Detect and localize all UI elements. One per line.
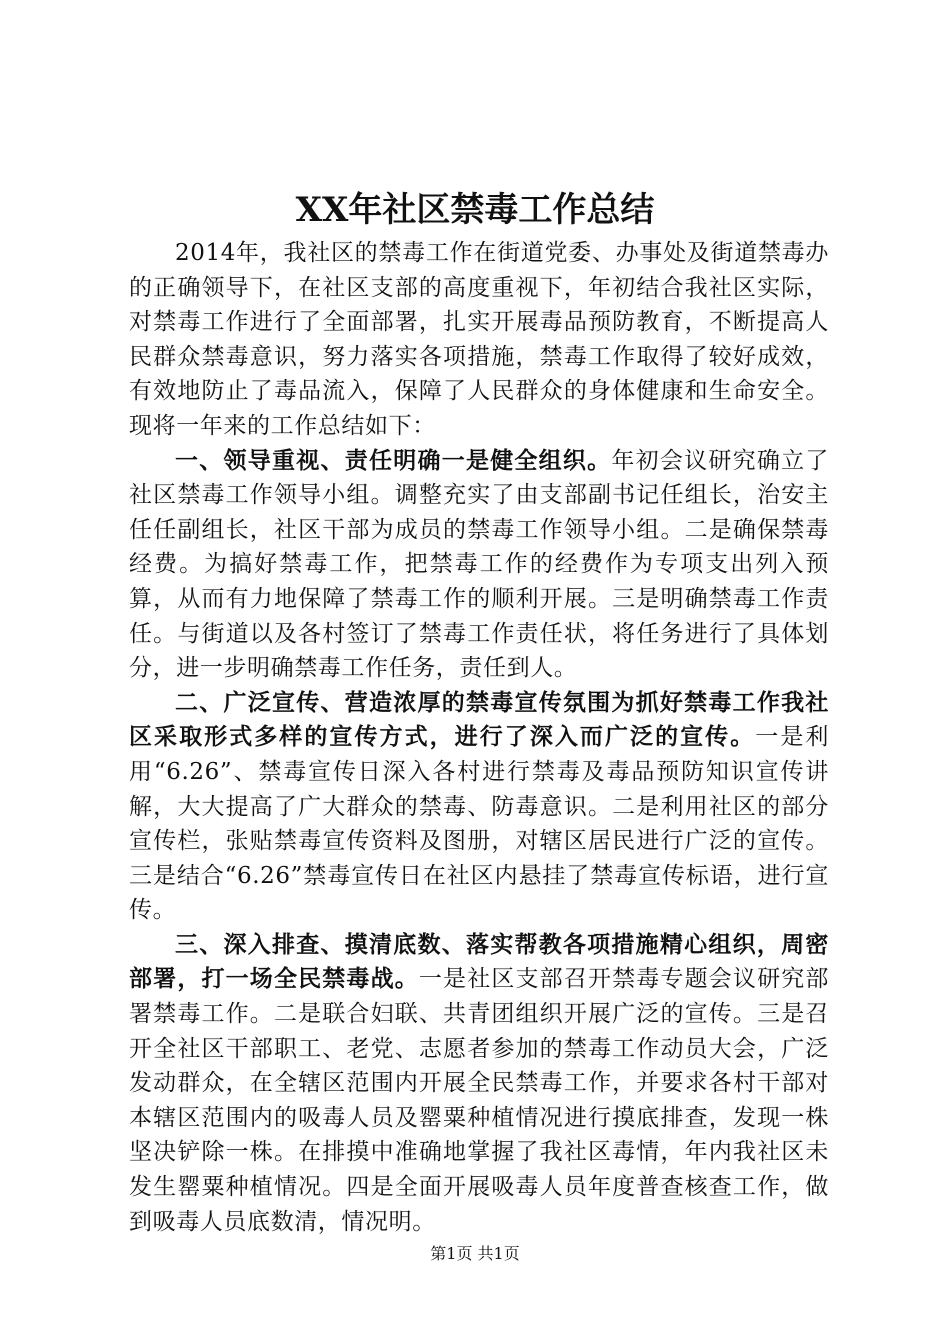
section-3-paragraph	[129, 928, 829, 1239]
section-3-heading: 三、深入排查、摸清底数、落实帮教各项措施精心组织，周密部署，打一场全民禁毒战。	[129, 931, 829, 993]
section-1-paragraph	[129, 444, 829, 686]
document-body	[129, 236, 829, 1239]
document-title: XX年社区禁毒工作总结	[295, 190, 655, 230]
section-2-text: 一是利用“6.26”、禁毒宣传日深入各村进行禁毒及毒品预防知识宣传讲解，大大提高了广大群众的禁毒、防毒意识。二是利用社区的部分宣传栏，张贴禁毒宣传资料及图册，对辖区居民进行广泛的宣传。三是结合“6.26”禁毒宣传日在社区内悬挂了禁毒宣传标语，进行宣传。	[129, 724, 829, 924]
intro-paragraph: 2014年，我社区的禁毒工作在街道党委、办事处及街道禁毒办的正确领导下，在社区支部的高度重视下，年初结合我社区实际，对禁毒工作进行了全面部署，扎实开展毒品预防教育，不断提高人民群众禁毒意识，努力落实各项措施，禁毒工作取得了较好成效，有效地防止了毒品流入，保障了人民群众的身体健康和生命安全。现将一年来的工作总结如下：	[129, 240, 829, 439]
page-footer: 第1页 共1页	[430, 1244, 520, 1263]
section-3-text: 一是社区支部召开禁毒专题会议研究部署禁毒工作。二是联合妇联、共青团组织开展广泛的宣传。三是召开全社区干部职工、老党、志愿者参加的禁毒工作动员大会，广泛发动群众，在全辖区范围内开展全民禁毒工作，并要求各村干部对本辖区范围内的吸毒人员及罂粟种植情况进行摸底排查，发现一株坚决铲除一株。在排摸中准确地掌握了我社区毒情，年内我社区未发生罂粟种植情况。四是全面开展吸毒人员年度普查核查工作，做到吸毒人员底数清，情况明。	[129, 966, 830, 1235]
section-2-paragraph	[129, 686, 829, 928]
section-1-heading: 一、领导重视、责任明确一是健全组织。	[175, 447, 612, 474]
section-2-heading: 二、广泛宣传、营造浓厚的禁毒宣传氛围为抓好禁毒工作我社区采取形式多样的宣传方式，进行了深入而广泛的宣传。	[129, 689, 829, 751]
section-1-text: 年初会议研究确立了社区禁毒工作领导小组。调整充实了由支部副书记任组长，治安主任任副组长，社区干部为成员的禁毒工作领导小组。二是确保禁毒经费。为搞好禁毒工作，把禁毒工作的经费作为专项支出列入预算，从而有力地保障了禁毒工作的顺利开展。三是明确禁毒工作责任。与街道以及各村签订了禁毒工作责任状，将任务进行了具体划分，进一步明确禁毒工作任务，责任到人。	[129, 447, 829, 682]
